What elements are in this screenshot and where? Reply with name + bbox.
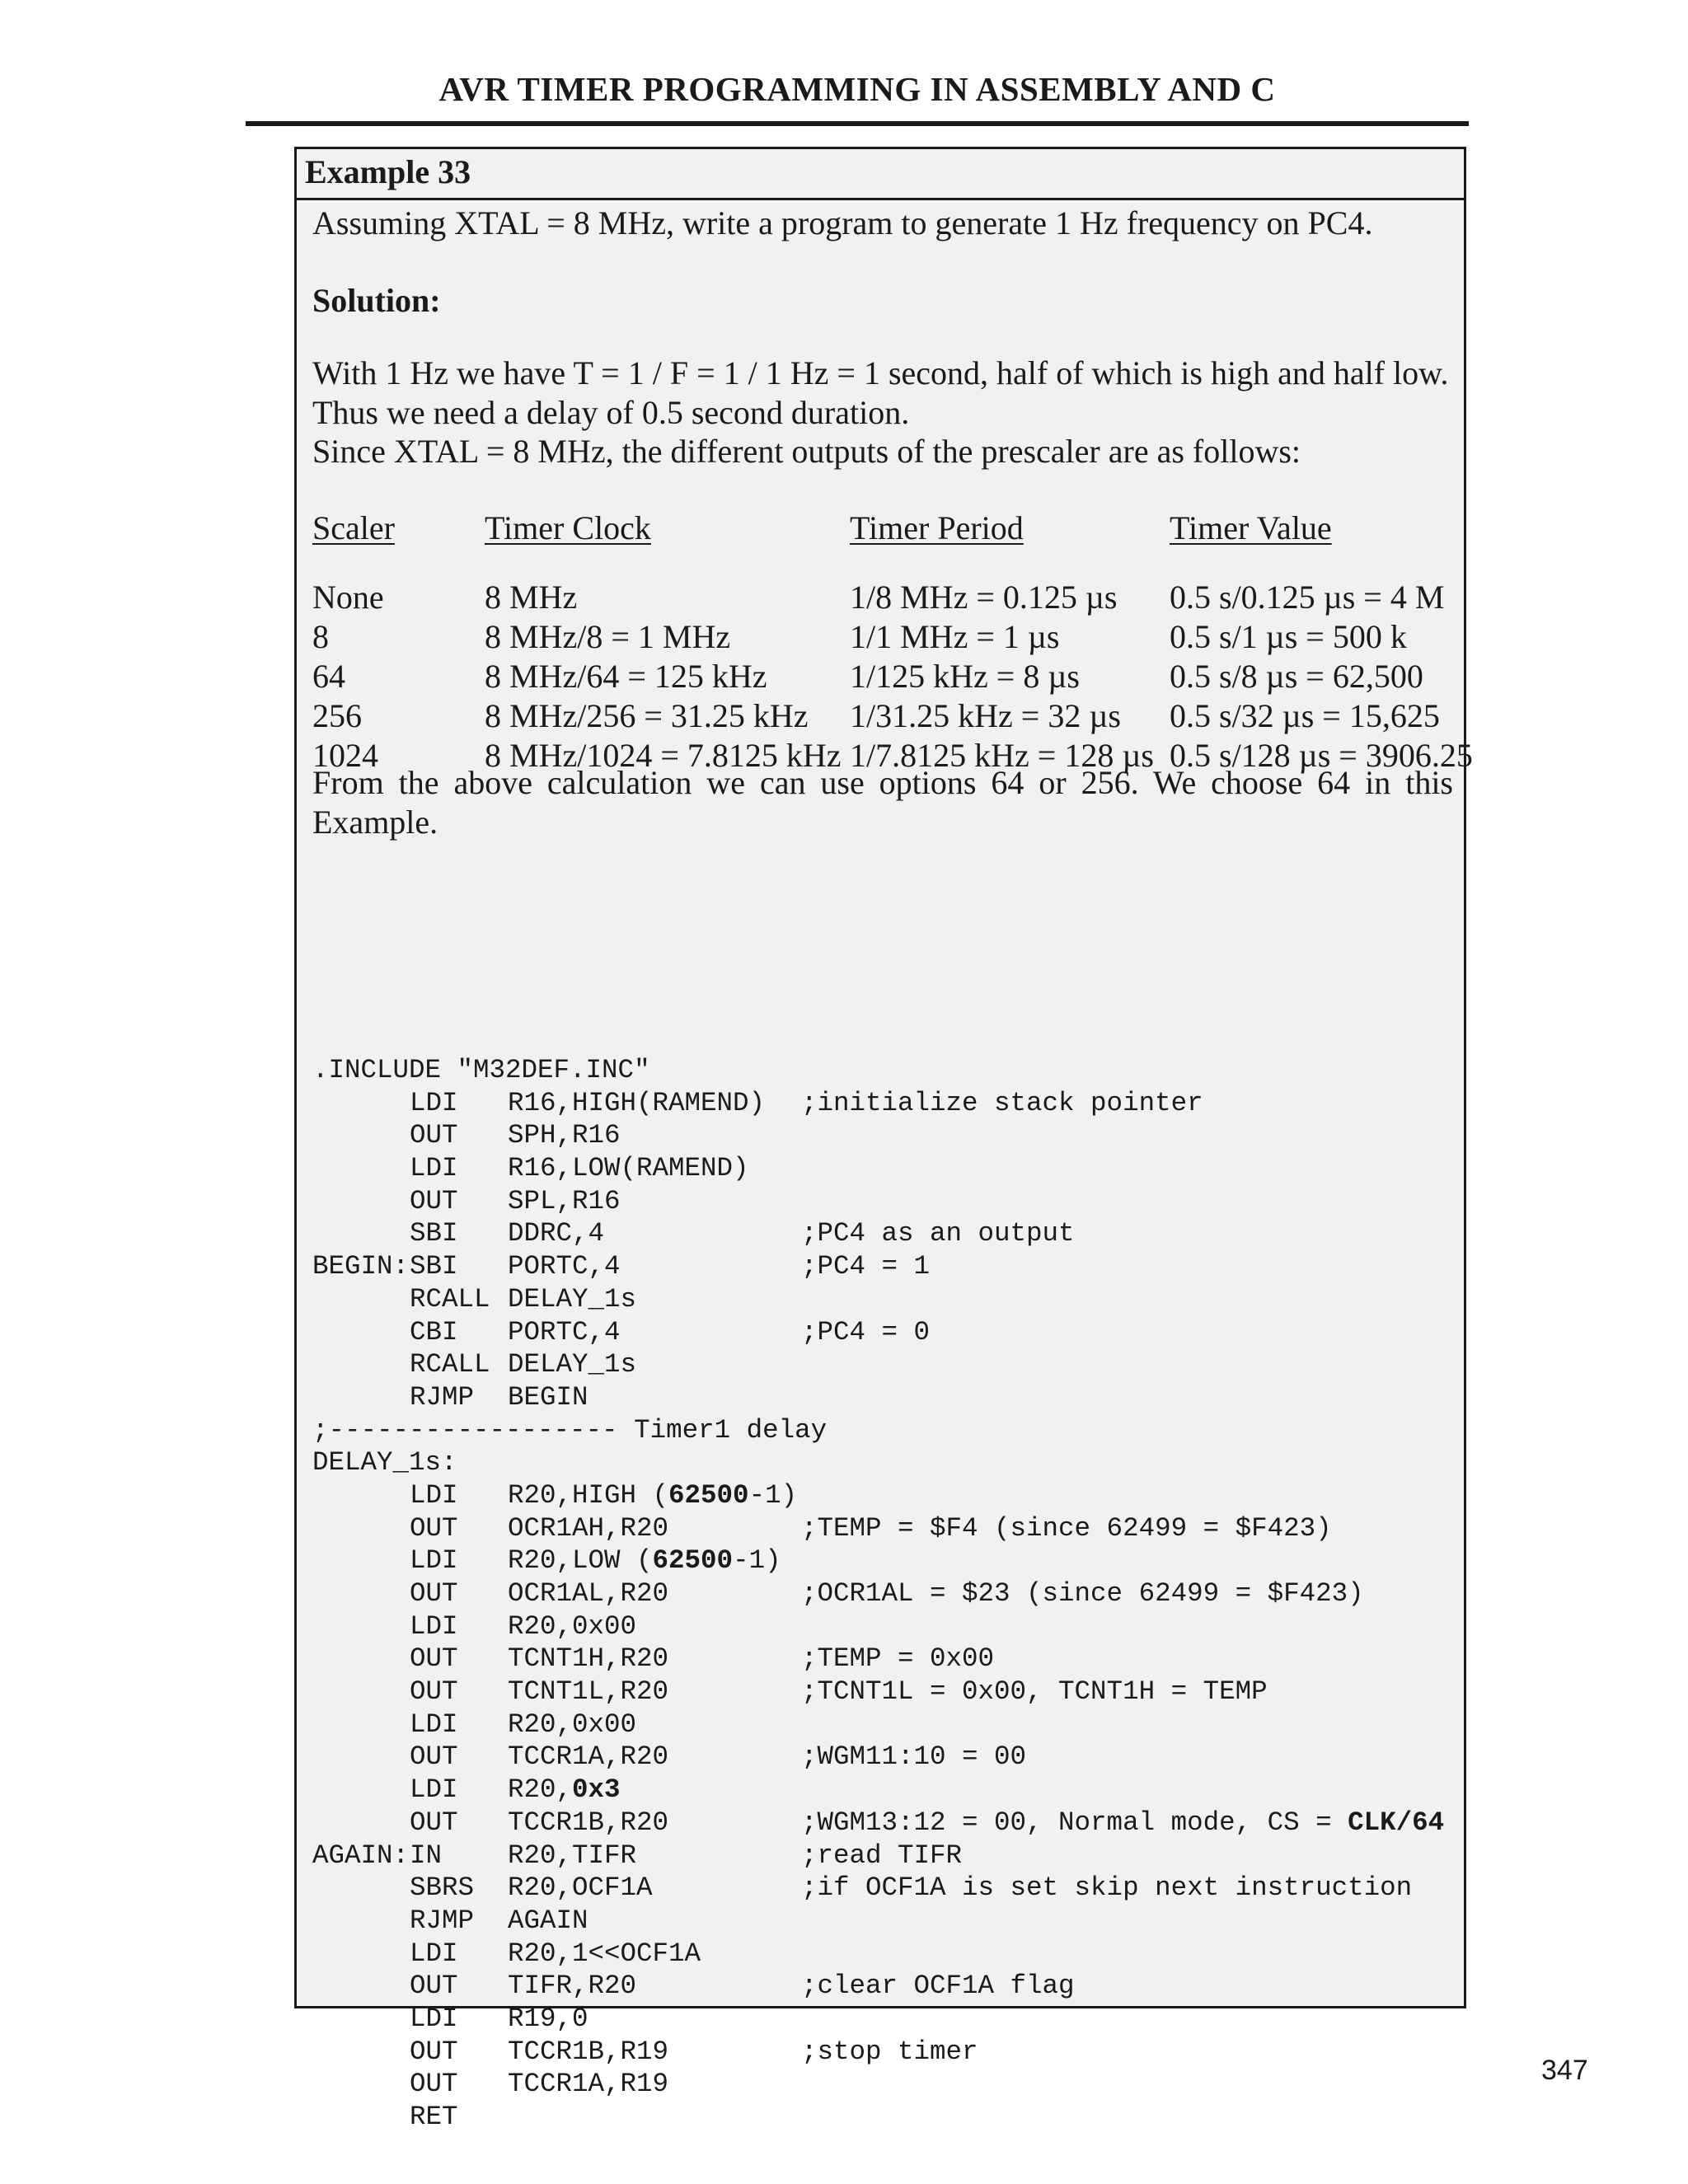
table-cell: 8 MHz (485, 579, 578, 616)
code-comment: ;read TIFR (801, 1840, 963, 1871)
table-cell: 1/1 MHz = 1 µs (850, 618, 1060, 655)
table-cell: 1/8 MHz = 0.125 µs (850, 579, 1118, 616)
code-operands: R20,TIFR (508, 1840, 637, 1871)
code-line (312, 1414, 1453, 1447)
table-header-scaler: Scaler (312, 509, 395, 546)
code-operands: TCNT1H,R20 (508, 1643, 669, 1675)
code-operands: DELAY_1s (508, 1349, 637, 1380)
code-mnemonic: LDI (410, 1153, 458, 1184)
code-label: DELAY_1s: (312, 1447, 457, 1479)
table-header-timer-value: Timer Value (1170, 509, 1332, 546)
code-operands-emphasis: 0x3 (572, 1774, 621, 1806)
code-mnemonic: IN (410, 1840, 443, 1871)
code-line (312, 1250, 1453, 1283)
table-cell: 0.5 s/1 µs = 500 k (1170, 618, 1407, 655)
code-operands: TCCR1B,R19 (508, 2036, 669, 2067)
code-line (312, 1119, 1453, 1152)
code-mnemonic: OUT (410, 1807, 458, 1838)
code-mnemonic: OUT (410, 1578, 458, 1609)
code-line (312, 1316, 1453, 1349)
code-comment: ;PC4 = 0 (801, 1316, 931, 1347)
code-operands-text: -1) (748, 1479, 798, 1511)
code-operands-text: R20, (508, 1774, 573, 1806)
table-cell: 8 MHz/1024 = 7.8125 kHz (485, 737, 842, 774)
code-operands: SPL,R16 (508, 1185, 621, 1216)
code-operands: TIFR,R20 (508, 1971, 637, 2002)
code-line (312, 1577, 1453, 1610)
code-comment: ;TCNT1L = 0x00, TCNT1H = TEMP (801, 1676, 1268, 1708)
code-operands: SPH,R16 (508, 1120, 621, 1151)
table-cell: 256 (312, 697, 362, 734)
code-mnemonic: RET (410, 2102, 458, 2132)
table-cell: 8 MHz/64 = 125 kHz (485, 658, 767, 695)
code-label: .INCLUDE "M32DEF.INC" (312, 1055, 650, 1085)
code-line (312, 1840, 1453, 1872)
code-mnemonic: LDI (410, 1610, 458, 1642)
code-mnemonic: OUT (410, 1741, 458, 1773)
code-mnemonic: RJMP (410, 1381, 475, 1413)
code-mnemonic: SBI (410, 1251, 458, 1282)
table-cell: 0.5 s/8 µs = 62,500 (1170, 658, 1423, 695)
code-comment: ;clear OCF1A flag (801, 1971, 1075, 2002)
code-mnemonic: OUT (410, 2069, 458, 2100)
code-operands: AGAIN (508, 1905, 588, 1936)
code-operands (508, 1544, 781, 1577)
table-cell: 1024 (312, 737, 378, 774)
code-mnemonic: OUT (410, 1643, 458, 1675)
code-operands: R16,HIGH(RAMEND) (508, 1087, 766, 1118)
code-line (312, 1217, 1453, 1250)
code-operands-emphasis: 62500 (668, 1479, 749, 1511)
table-cell: 64 (312, 658, 345, 695)
code-operands-emphasis: 62500 (652, 1545, 734, 1577)
code-line (312, 1544, 1453, 1577)
code-operands: PORTC,4 (508, 1316, 621, 1347)
code-operands: R20,1<<OCF1A (508, 1938, 701, 1969)
code-comment: ;TEMP = 0x00 (801, 1643, 995, 1675)
code-operands: R20,OCF1A (508, 1872, 653, 1904)
code-line (312, 1905, 1453, 1938)
code-comment-text: ;WGM13:12 = 00, Normal mode, CS = (801, 1807, 1348, 1838)
problem-statement: Assuming XTAL = 8 MHz, write a program to generate 1 Hz frequency on PC4. (312, 204, 1373, 241)
code-operands: R19,0 (508, 2003, 588, 2034)
code-mnemonic: LDI (410, 1708, 458, 1740)
code-operands: DELAY_1s (508, 1283, 637, 1315)
code-mnemonic: RJMP (410, 1905, 475, 1936)
code-operands: DDRC,4 (508, 1218, 605, 1249)
code-line (312, 1610, 1453, 1643)
code-line (312, 1152, 1453, 1185)
code-mnemonic: LDI (410, 1087, 458, 1118)
code-mnemonic: OUT (410, 1971, 458, 2002)
table-cell: 0.5 s/0.125 µs = 4 M (1170, 579, 1445, 616)
table-cell: 8 MHz/8 = 1 MHz (485, 618, 731, 655)
code-line (312, 1283, 1453, 1316)
code-mnemonic: OUT (410, 1185, 458, 1216)
code-label: BEGIN: (312, 1251, 410, 1282)
code-operands: R20,0x00 (508, 1610, 637, 1642)
code-mnemonic: OUT (410, 1512, 458, 1544)
code-mnemonic: LDI (410, 1545, 458, 1577)
code-line (312, 1087, 1453, 1120)
code-line (312, 1872, 1453, 1905)
explanation-line-3: Since XTAL = 8 MHz, the different outputs of the prescaler are as follows: (312, 433, 1301, 470)
code-line (312, 1938, 1453, 1971)
code-line (312, 2036, 1453, 2069)
code-operands-text: -1) (733, 1545, 781, 1577)
code-operands: OCR1AL,R20 (508, 1578, 669, 1609)
code-operands: BEGIN (508, 1381, 588, 1413)
code-line (312, 1708, 1453, 1741)
explanation-line-1: With 1 Hz we have T = 1 / F = 1 / 1 Hz = 1 second, half of which is high and half low. (312, 354, 1449, 391)
code-line (312, 1446, 1453, 1479)
code-line (312, 1807, 1453, 1840)
code-operands: PORTC,4 (508, 1251, 621, 1282)
code-mnemonic: OUT (410, 2036, 458, 2067)
explanation-line-2: Thus we need a delay of 0.5 second duration. (312, 394, 910, 431)
code-operands (508, 1479, 797, 1512)
table-header-timer-clock: Timer Clock (485, 509, 651, 546)
page-number: 347 (1541, 2055, 1588, 2086)
code-comment: ;PC4 as an output (801, 1218, 1075, 1249)
code-operands (508, 1774, 621, 1807)
code-line (312, 2068, 1453, 2101)
header-rule (246, 121, 1469, 126)
table-header-timer-period: Timer Period (850, 509, 1024, 546)
code-line (312, 1741, 1453, 1774)
code-comment (801, 1807, 1444, 1840)
code-mnemonic: LDI (410, 1774, 458, 1806)
code-mnemonic: LDI (410, 2003, 458, 2034)
page-header-title: AVR TIMER PROGRAMMING IN ASSEMBLY AND C (438, 70, 1276, 108)
code-line (312, 1643, 1453, 1675)
code-comment: ;if OCF1A is set skip next instruction (801, 1872, 1413, 1904)
code-label: ;------------------ Timer1 delay (312, 1414, 828, 1446)
table-cell: 1/31.25 kHz = 32 µs (850, 697, 1121, 734)
table-cell: 1/125 kHz = 8 µs (850, 658, 1080, 695)
code-comment: ;initialize stack pointer (801, 1087, 1203, 1118)
code-operands: OCR1AH,R20 (508, 1512, 669, 1544)
code-mnemonic: SBI (410, 1218, 458, 1249)
code-mnemonic: SBRS (410, 1872, 475, 1904)
code-comment: ;WGM11:10 = 00 (801, 1741, 1027, 1773)
code-line (312, 1185, 1453, 1218)
code-operands: TCNT1L,R20 (508, 1676, 669, 1708)
table-cell: 1/7.8125 kHz = 128 µs (850, 737, 1154, 774)
code-operands: R20,0x00 (508, 1708, 637, 1740)
table-cell: 0.5 s/32 µs = 15,625 (1170, 697, 1440, 734)
code-comment: ;TEMP = $F4 (since 62499 = $F423) (801, 1512, 1332, 1544)
code-mnemonic: OUT (410, 1120, 458, 1151)
code-mnemonic: CBI (410, 1316, 458, 1347)
example-box (294, 147, 1473, 2132)
code-mnemonic: LDI (410, 1479, 458, 1511)
code-label: AGAIN: (312, 1840, 410, 1871)
code-line (312, 1054, 1453, 1087)
code-operands: TCCR1B,R20 (508, 1807, 669, 1838)
code-line (312, 1675, 1453, 1708)
code-mnemonic: RCALL (410, 1349, 490, 1380)
code-line (312, 1479, 1453, 1512)
table-cell: None (312, 579, 384, 616)
code-operands: TCCR1A,R20 (508, 1741, 669, 1773)
code-operands-text: R20,HIGH ( (508, 1479, 669, 1511)
code-comment: ;stop timer (801, 2036, 978, 2067)
example-title: Example 33 (297, 149, 1464, 200)
code-listing (312, 1054, 1453, 2134)
code-operands-text: R20,LOW ( (508, 1545, 653, 1577)
code-mnemonic: OUT (410, 1676, 458, 1708)
solution-label: Solution: (312, 282, 441, 319)
code-comment: ;OCR1AL = $23 (since 62499 = $F423) (801, 1578, 1364, 1609)
code-comment: ;PC4 = 1 (801, 1251, 931, 1282)
code-operands: R16,LOW(RAMEND) (508, 1153, 749, 1184)
conclusion-line-1: From the above calculation we can use options 64 or 256. We choose 64 in this (312, 764, 1453, 801)
code-line (312, 1970, 1453, 2003)
table-cell: 0.5 s/128 µs = 3906.25 (1170, 737, 1473, 774)
code-line (312, 2003, 1453, 2036)
code-operands: TCCR1A,R19 (508, 2069, 669, 2100)
code-line (312, 1381, 1453, 1414)
conclusion-line-2: Example. (312, 804, 438, 841)
table-cell: 8 (312, 618, 329, 655)
table-cell: 8 MHz/256 = 31.25 kHz (485, 697, 809, 734)
code-line (312, 1512, 1453, 1545)
code-comment-emphasis: CLK/64 (1348, 1807, 1445, 1838)
code-line (312, 1348, 1453, 1381)
code-mnemonic: LDI (410, 1938, 458, 1969)
code-line (312, 2101, 1453, 2134)
code-mnemonic: RCALL (410, 1283, 490, 1315)
code-line (312, 1774, 1453, 1807)
